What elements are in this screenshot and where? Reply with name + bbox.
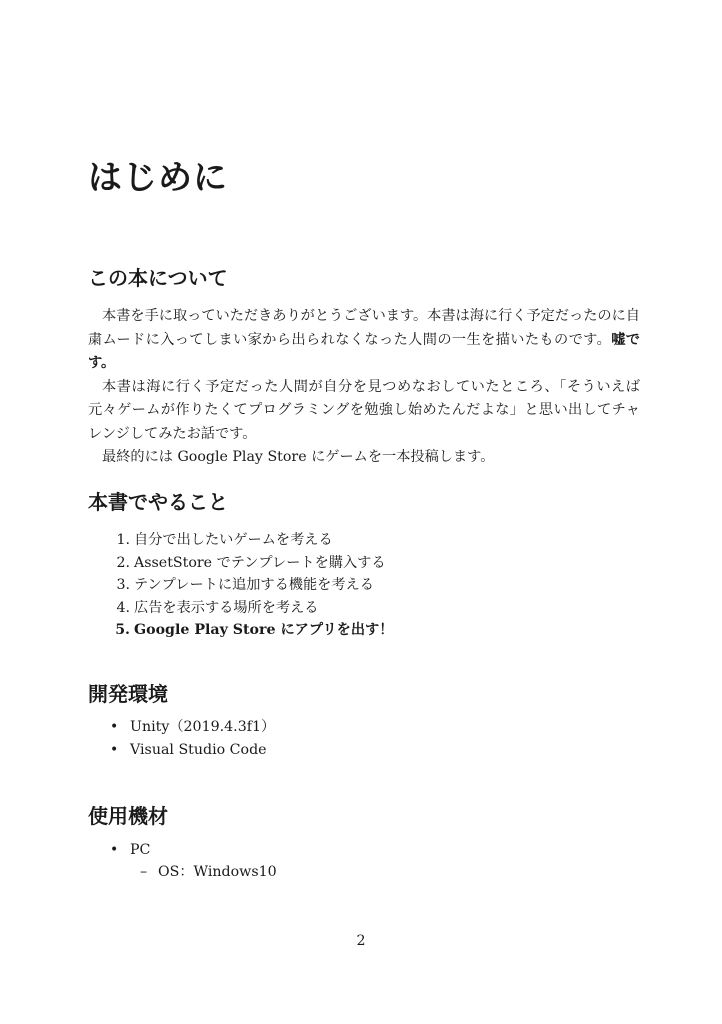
bullet-icon: • <box>110 741 119 758</box>
about-paragraphs <box>88 305 640 470</box>
list-number: 1. <box>116 532 130 548</box>
list-item <box>104 619 393 642</box>
todo-list <box>104 529 393 642</box>
list-item-text: Visual Studio Code <box>130 741 267 758</box>
list-item <box>104 529 393 552</box>
env-list <box>110 716 275 761</box>
page-number: 2 <box>356 933 366 949</box>
list-item-text: AssetStore でテンプレートを購入する <box>134 554 386 571</box>
list-item <box>110 739 275 762</box>
list-item-text: テンプレートに追加する機能を考える <box>134 577 374 593</box>
paragraph-intro <box>88 305 640 376</box>
chapter-title: はじめに <box>88 158 228 198</box>
list-item-text: 自分で出したいゲームを考える <box>134 532 333 548</box>
list-number: 4. <box>116 599 130 616</box>
list-item-text: Unity（2019.4.3f1） <box>130 719 276 735</box>
list-item-text: PC <box>130 842 151 858</box>
bullet-icon: • <box>110 719 119 735</box>
sub-list-item-text: OS：Windows10 <box>158 864 277 880</box>
list-item <box>110 839 150 862</box>
section-heading-about: この本について <box>88 266 228 290</box>
list-item <box>104 552 393 575</box>
section-heading-todo: 本書でやること <box>88 490 228 514</box>
section-heading-equipment: 使用機材 <box>88 804 168 828</box>
list-item-text: 広告を表示する場所を考える <box>134 599 319 616</box>
list-item <box>110 716 275 739</box>
paragraph-intro-text: 本書を手に取っていただきありがとうございます。本書は海に行く予定だったのに自粛ムードに入ってしまい家から出られなくなった人間の一生を描いたものです。 <box>88 308 640 348</box>
list-item <box>104 597 393 620</box>
sub-list-item <box>140 861 277 884</box>
paragraph-motivation: 本書は海に行く予定だった人間が自分を見つめなおしていたところ、「そういえば元々ゲームが作りたくてプログラミングを勉強し始めたんだよな」と思い出してチャレンジしてみたお話です。 <box>88 378 640 442</box>
list-item-text: Google Play Store にアプリを出す！ <box>134 622 394 638</box>
list-number: 2. <box>116 554 130 571</box>
dash-icon: – <box>140 864 148 880</box>
list-number: 3. <box>116 577 130 593</box>
bullet-icon: • <box>110 842 119 858</box>
list-number: 5. <box>115 622 130 638</box>
equipment-list <box>110 839 150 862</box>
equipment-sub-list <box>140 861 277 884</box>
paragraph-goal: 最終的には Google Play Store にゲームを一本投稿します。 <box>102 449 495 465</box>
section-heading-env: 開発環境 <box>88 682 168 706</box>
paragraph-emphasis: 嘘です。 <box>88 331 640 371</box>
list-item <box>104 574 393 597</box>
